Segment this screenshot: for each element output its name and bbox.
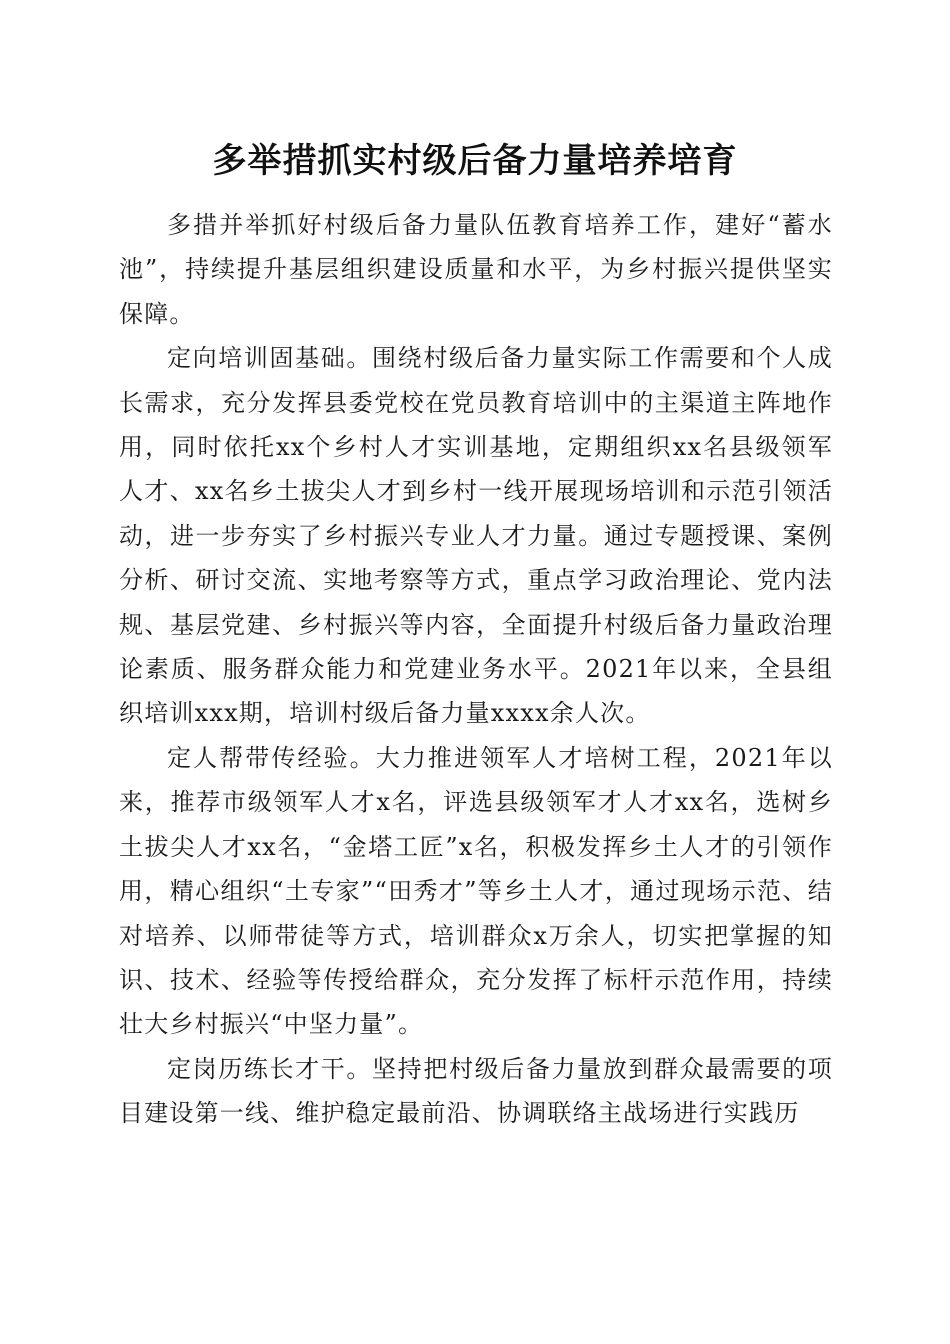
- paragraph-practice: 定岗历练长才干。坚持把村级后备力量放到群众最需要的项目建设第一线、维护稳定最前沿、协调联络主战场进行实践历: [119, 1054, 833, 1128]
- paragraph-training: 定向培训固基础。围绕村级后备力量实际工作需要和个人成长需求，充分发挥县委党校在党员教育培训中的主渠道主阵地作用，同时依托xx个乡村人才实训基地，定期组织xx名县级领军人才、xx名乡土拔尖人才到乡村一线开展现场培训和示范引领活动，进一步夯实了乡村振兴专业人才力量。通过专题授课、案例分析、研讨交流、实地考察等方式，重点学习政治理论、党内法规、基层党建、乡村振兴等内容，全面提升村级后备力量政治理论素质、服务群众能力和党建业务水平。2021年以来，全县组织培训xxx期，培训村级后备力量xxxx余人次。: [119, 344, 833, 728]
- paragraph-mentoring: 定人帮带传经验。大力推进领军人才培树工程，2021年以来，推荐市级领军人才x名，评选县级领军才人才xx名，选树乡土拔尖人才xx名，“金塔工匠”x名，积极发挥乡土人才的引领作用，精心组织“土专家”“田秀才”等乡土人才，通过现场示范、结对培养、以师带徒等方式，培训群众x万余人，切实把掌握的知识、技术、经验等传授给群众，充分发挥了标杆示范作用，持续壮大乡村振兴“中坚力量”。: [119, 743, 833, 1039]
- paragraph-intro: 多措并举抓好村级后备力量队伍教育培养工作，建好“蓄水池”，持续提升基层组织建设质量和水平，为乡村振兴提供坚实保障。: [119, 211, 833, 328]
- document-body: [119, 203, 833, 1136]
- document-title: 多举措抓实村级后备力量培养培育: [212, 141, 738, 181]
